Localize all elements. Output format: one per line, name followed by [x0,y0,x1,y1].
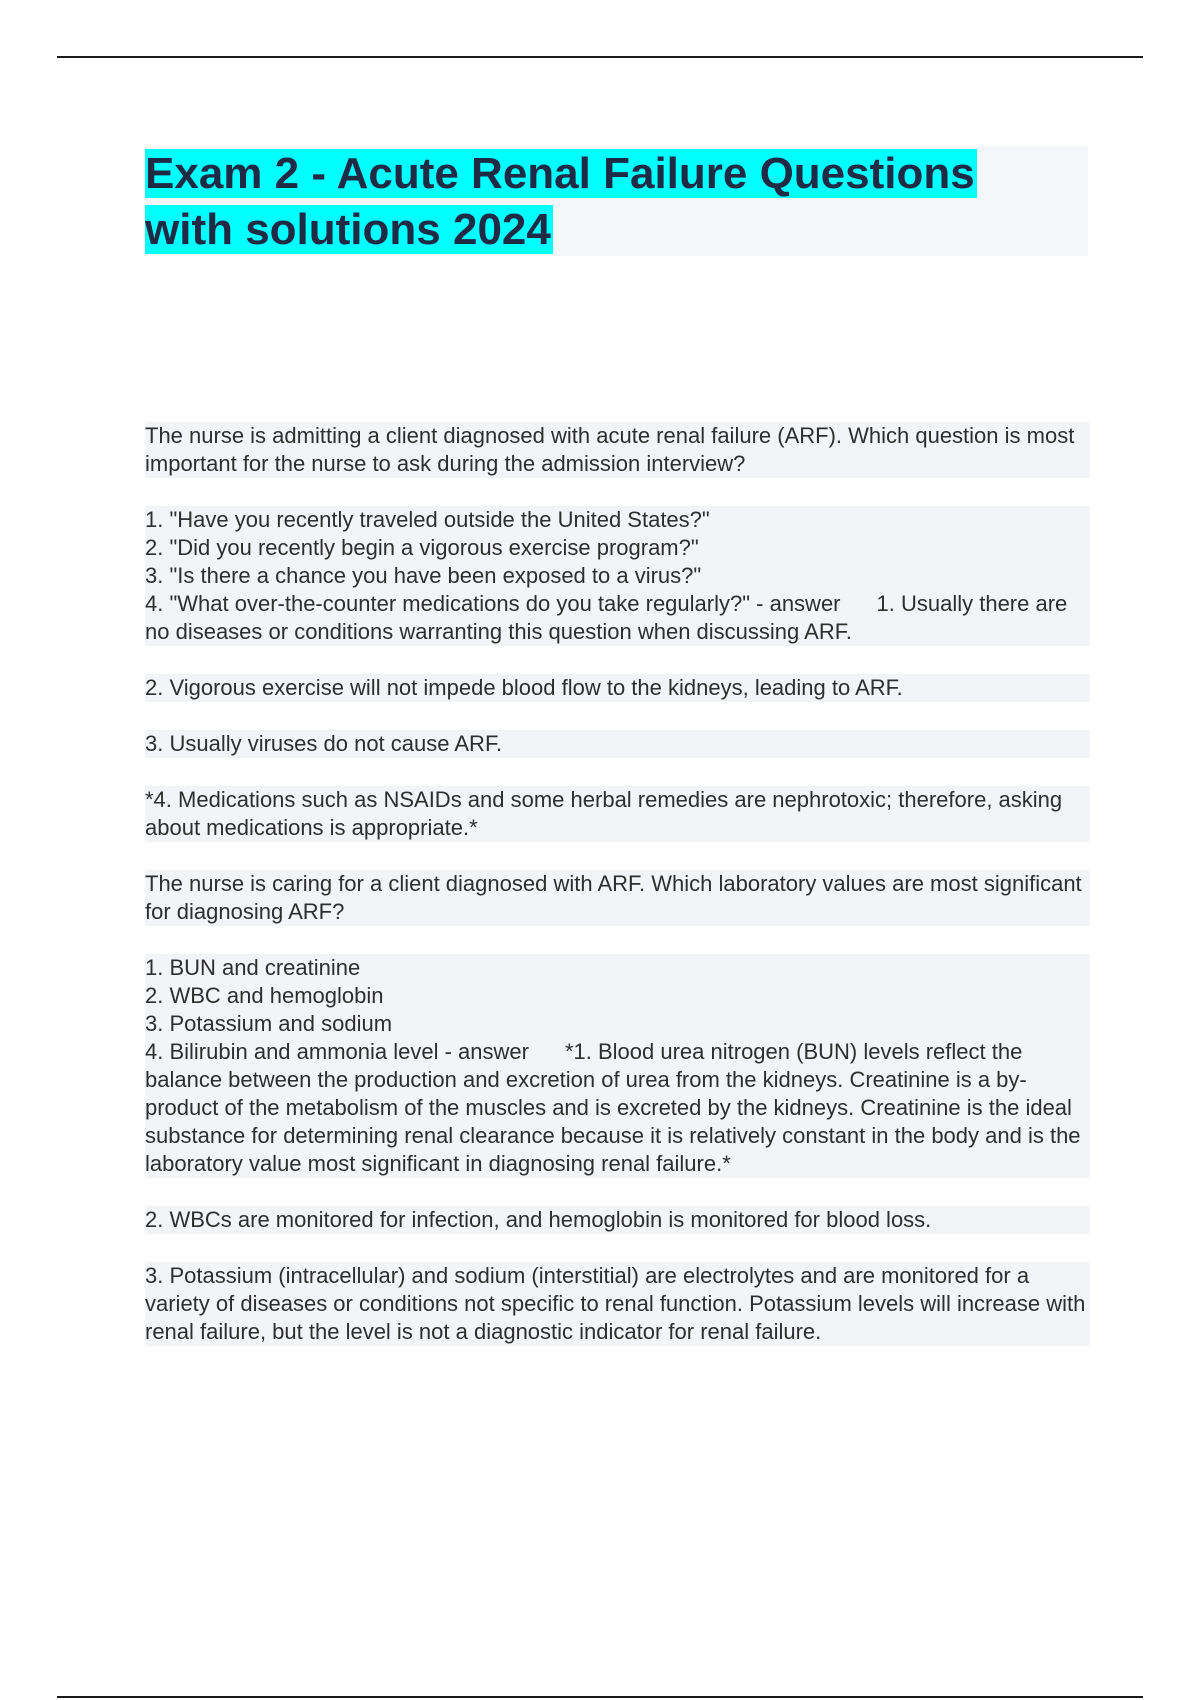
question-2-option-4-and-rationale-1 [145,1038,1090,1178]
bottom-rule [57,1696,1143,1698]
question-2-stem: The nurse is caring for a client diagnosed with ARF. Which laboratory values are most significant for diagnosing ARF? [145,870,1090,926]
question-1-option-2: 2. "Did you recently begin a vigorous exercise program?" [145,534,1090,562]
question-1-option-4-and-rationale-1 [145,590,1090,646]
page-title [145,146,1088,258]
question-1-option-4: 4. "What over-the-counter medications do you take regularly?" - answer [145,591,841,616]
title-line-1: Exam 2 - Acute Renal Failure Questions [145,149,975,198]
question-1-rationale-2: 2. Vigorous exercise will not impede blood flow to the kidneys, leading to ARF. [145,674,1090,702]
question-2-rationale-1: *1. Blood urea nitrogen (BUN) levels reflect the balance between the production and excretion of urea from the kidneys. Creatinine is a by-product of the metabolism of the muscles and is excreted by the kidneys. Creatinine is the ideal substance for determining renal clearance because it is relatively constant in the body and is the laboratory value most significant in diagnosing renal failure.* [145,1039,1081,1176]
question-1-option-3: 3. "Is there a chance you have been exposed to a virus?" [145,562,1090,590]
question-1-rationale-4: *4. Medications such as NSAIDs and some herbal remedies are nephrotoxic; therefore, asking about medications is appropriate.* [145,786,1090,842]
question-2-rationale-3: 3. Potassium (intracellular) and sodium (interstitial) are electrolytes and are monitored for a variety of diseases or conditions not specific to renal function. Potassium levels will increase with renal failure, but the level is not a diagnostic indicator for renal failure. [145,1262,1090,1346]
question-1-rationale-1: 1. Usually there are no diseases or conditions warranting this question when discussing ARF. [145,591,1068,644]
question-2-option-1: 1. BUN and creatinine [145,954,1090,982]
question-2-rationale-2: 2. WBCs are monitored for infection, and hemoglobin is monitored for blood loss. [145,1206,1090,1234]
top-rule [57,56,1143,58]
question-1-rationale-3: 3. Usually viruses do not cause ARF. [145,730,1090,758]
question-1-option-1: 1. "Have you recently traveled outside the United States?" [145,506,1090,534]
document-body [145,422,1090,1346]
title-line-2: with solutions 2024 [145,205,551,254]
question-1-stem: The nurse is admitting a client diagnosed with acute renal failure (ARF). Which question is most important for the nurse to ask during the admission interview? [145,422,1090,478]
question-2-option-3: 3. Potassium and sodium [145,1010,1090,1038]
question-2-option-4: 4. Bilirubin and ammonia level - answer [145,1039,529,1064]
question-2-option-2: 2. WBC and hemoglobin [145,982,1090,1010]
title-block [145,146,1088,256]
